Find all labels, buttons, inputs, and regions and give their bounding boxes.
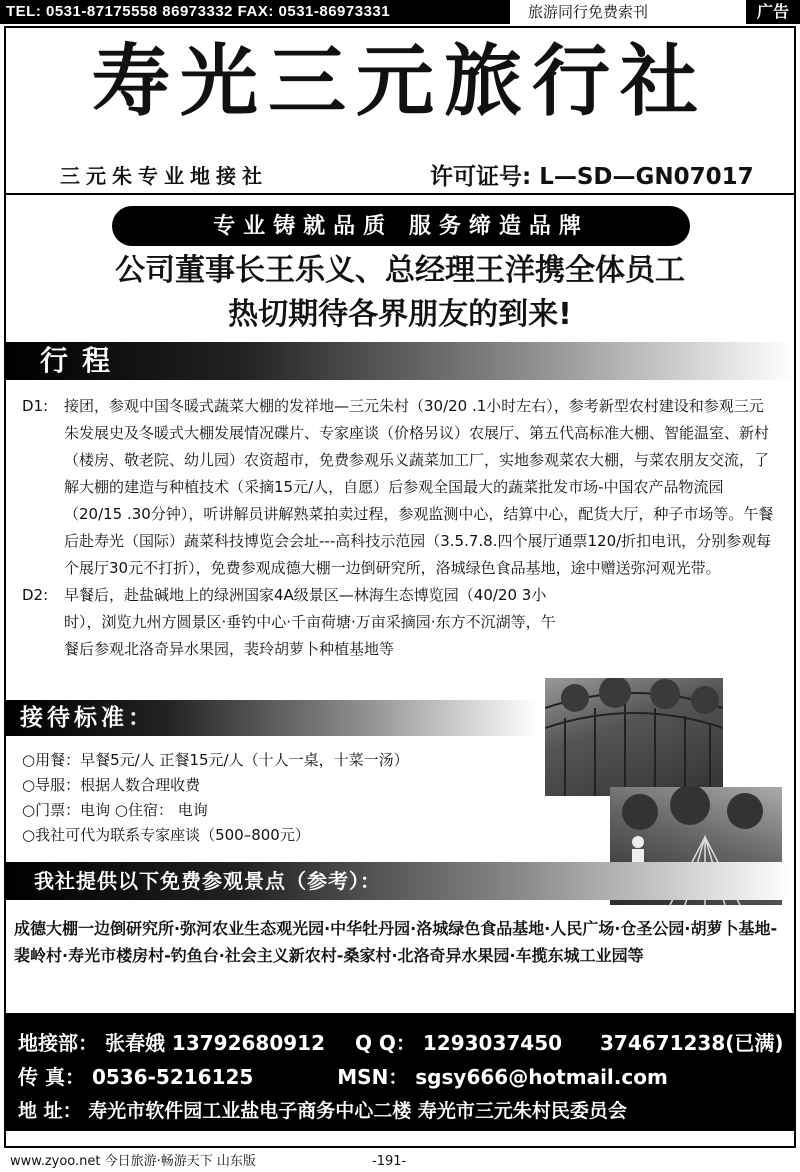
contact-label: 地接部：	[18, 1031, 98, 1055]
address-label: 地 址：	[18, 1100, 82, 1122]
top-index-label: 旅游同行免费索刊	[528, 3, 649, 21]
page-number: -191-	[372, 1154, 407, 1169]
footer-row-fax	[18, 1063, 668, 1091]
standard-item: ○我社可代为联系专家座谈（500–800元）	[22, 826, 310, 844]
itinerary-body	[22, 393, 792, 663]
footer-row-contact	[18, 1029, 784, 1057]
website-footer: www.zyoo.net 今日旅游·畅游天下 山东版	[10, 1154, 256, 1169]
header-divider	[4, 193, 796, 195]
day-text: 早餐后，赴盐碱地上的绿洲国家4A级景区—林海生态博览园（40/20 3小时），浏览九州方圆景区·垂钓中心·千亩荷塘·万亩采摘园·东方不沉湖等，午餐后参观北洛奇异水果园，裴玲胡萝卜种植基地等	[64, 586, 556, 658]
itinerary-section-header: 行程	[6, 342, 794, 380]
bottom-line	[0, 1152, 800, 1172]
day-label: D1:	[22, 397, 49, 415]
headline-line-1: 公司董事长王乐义、总经理王洋携全体员工	[115, 253, 685, 288]
license-number: 许可证号: L—SD—GN07017	[430, 164, 754, 190]
msn-address: sgsy666@hotmail.com	[415, 1065, 668, 1089]
top-contact: TEL: 0531-87175558 86973332 FAX: 0531-86973331	[0, 0, 510, 24]
contact-person: 张春娥 13792680912	[104, 1031, 326, 1055]
standards-section-header: 接待标准：	[6, 700, 538, 736]
standard-item: ○门票：电询 ○住宿： 电询	[22, 801, 208, 819]
qq-number: 1293037450	[422, 1031, 563, 1055]
greenhouse-photo	[545, 678, 723, 796]
itinerary-day-2	[22, 582, 792, 663]
fax-label: 传 真：	[18, 1065, 85, 1089]
msn-label: MSN：	[337, 1065, 409, 1089]
ad-badge: 广告	[746, 0, 800, 24]
free-sites-list: 成德大棚一边倒研究所·弥河农业生态观光园·中华牡丹园·洛城绿色食品基地·人民广场·仓圣公园·胡萝卜基地-裴岭村·寿光市楼房村-钓鱼台·社会主义新农村-桑家村·北洛奇异水果园·车揽东城工业园等	[14, 919, 778, 965]
fax-number: 0536-5216125	[91, 1065, 254, 1089]
qq-label: Q Q：	[354, 1031, 416, 1055]
day-text: 接团，参观中国冬暖式蔬菜大棚的发祥地—三元朱村（30/20 .1小时左右），参考新型农村建设和参观三元朱发展史及冬暖式大棚发展情况碟片、专家座谈（价格另议）农展厅、第五代高标准大棚、智能温室、新村（楼房、敬老院、幼儿园）农资超市，免费参观乐义蔬菜加工厂，实地参观菜农大棚，与菜农朋友交流，了解大棚的建造与种植技术（采摘15元/人，自愿）后参观全国最大的蔬菜批发市场-中国农产品物流园（20/15 .30分钟），听讲解员讲解熟菜拍卖过程，参观监测中心，结算中心，配货大厅，种子市场等。午餐后赴寿光（国际）蔬菜科技博览会会址---高科技示范园（3.5.7.8.四个展厅通票120/折扣电讯，分别参观每个展厅30元不打折），免费参观成德大棚一边倒研究所，洛城绿色食品基地，途中赠送弥河观光带。	[64, 397, 774, 577]
free-sites-section-header: 我社提供以下免费参观景点（参考）：	[6, 862, 792, 900]
headline-line-2: 热切期待各界朋友的到来!	[228, 297, 572, 332]
top-bar	[0, 0, 800, 26]
standard-item: ○导服：根据人数合理收费	[22, 776, 201, 794]
footer-row-address	[18, 1097, 627, 1125]
itinerary-day-1	[22, 393, 792, 582]
agency-subtitle: 三元朱专业地接社	[60, 164, 268, 188]
address-text: 寿光市软件园工业盐电子商务中心二楼 寿光市三元朱村民委员会	[88, 1100, 627, 1122]
slogan-banner: 专业铸就品质 服务缔造品牌	[112, 206, 690, 246]
agency-title: 寿光三元旅行社	[91, 37, 708, 127]
qq-number-full: 374671238(已满)	[600, 1031, 784, 1055]
standards-list	[22, 748, 502, 848]
day-label: D2:	[22, 586, 49, 604]
standard-item: ○用餐：早餐5元/人 正餐15元/人（十人一桌，十菜一汤）	[22, 751, 409, 769]
contact-footer	[4, 1013, 796, 1131]
